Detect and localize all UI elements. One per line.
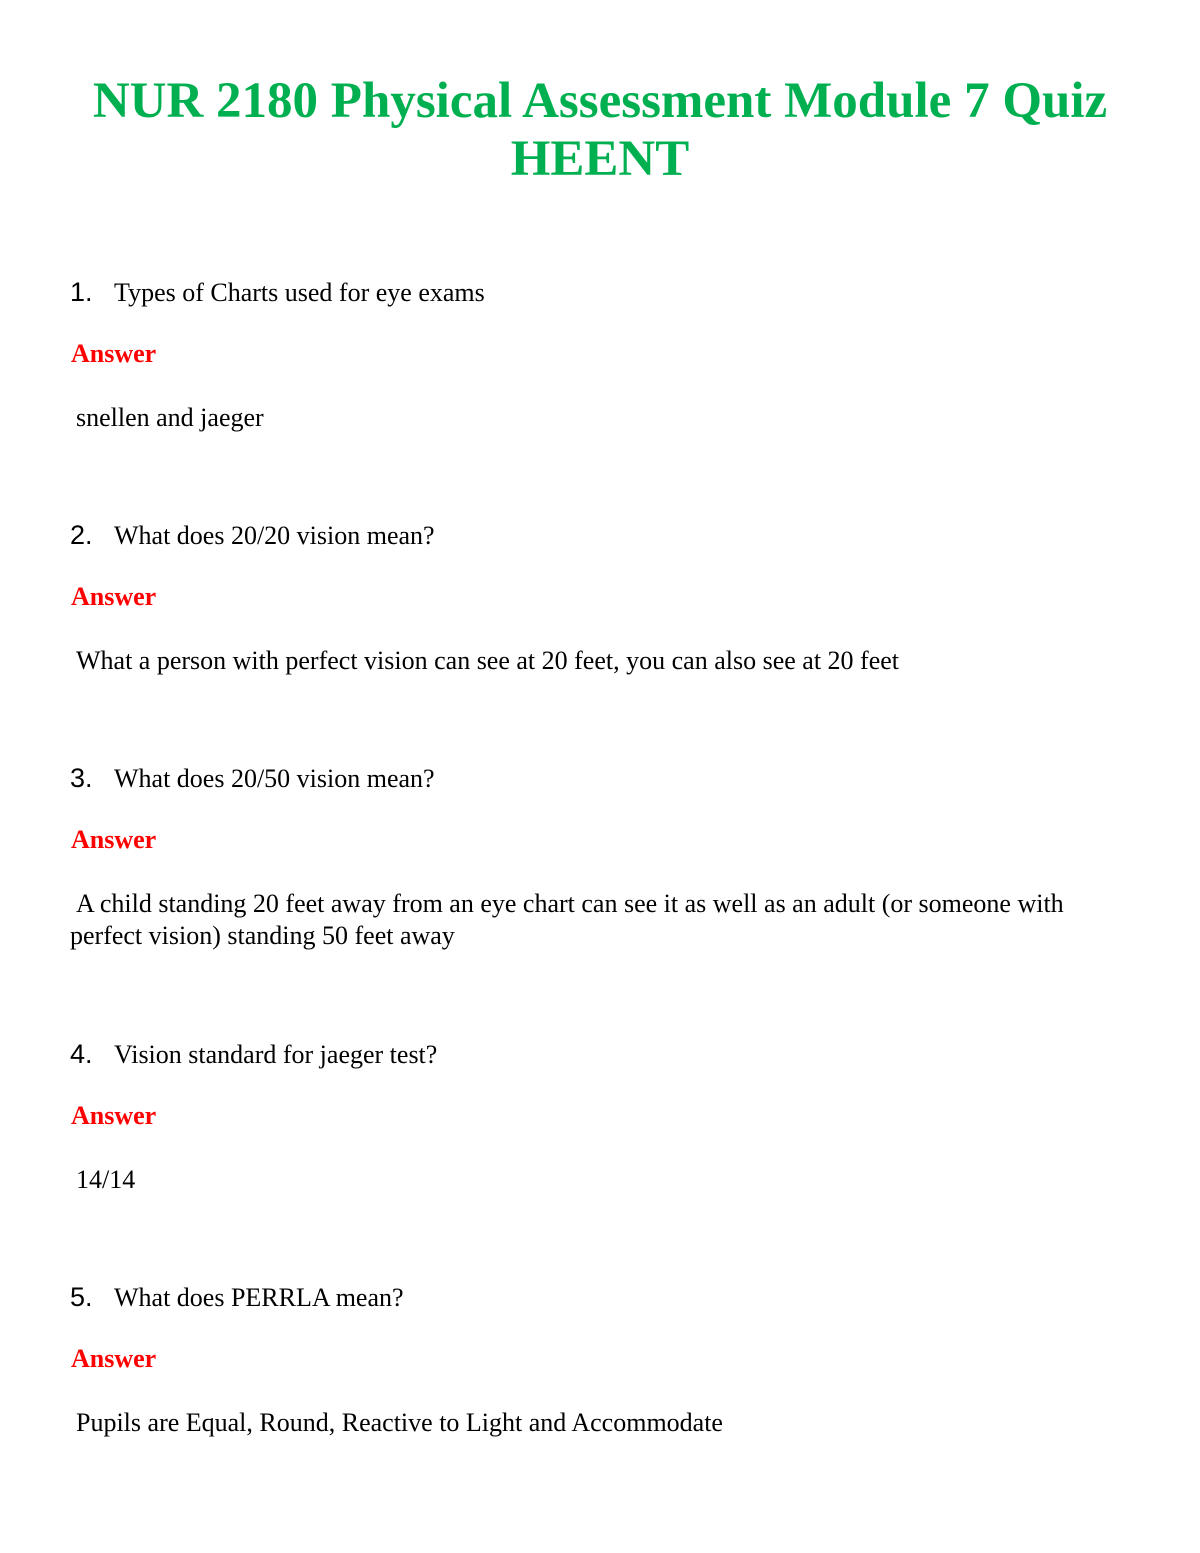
- answer-text: 14/14: [76, 1165, 136, 1194]
- answer-label: Answer: [71, 1344, 157, 1373]
- question-number: 1.: [70, 277, 93, 307]
- page-title-line-2: HEENT: [510, 131, 690, 187]
- question-3: [70, 762, 435, 795]
- page-title: [40, 72, 1160, 188]
- answer-text: What a person with perfect vision can see at 20 feet, you can also see at 20 feet: [76, 646, 899, 675]
- question-text: What does 20/20 vision mean?: [114, 521, 435, 550]
- question-number: 3.: [70, 763, 93, 793]
- question-4: [70, 1038, 437, 1071]
- answer-label: Answer: [71, 1101, 157, 1130]
- answer-text: Pupils are Equal, Round, Reactive to Light and Accommodate: [76, 1408, 723, 1437]
- question-number: 5.: [70, 1282, 93, 1312]
- question-text: Types of Charts used for eye exams: [114, 278, 485, 307]
- question-number: 4.: [70, 1039, 93, 1069]
- question-text: What does 20/50 vision mean?: [114, 764, 435, 793]
- answer-text: snellen and jaeger: [76, 403, 264, 432]
- question-5: [70, 1281, 404, 1314]
- answer-label: Answer: [71, 339, 157, 368]
- question-text: Vision standard for jaeger test?: [114, 1040, 438, 1069]
- answer-label: Answer: [71, 825, 157, 854]
- answer-label: Answer: [71, 582, 157, 611]
- page-title-line-1: NUR 2180 Physical Assessment Module 7 Quiz: [92, 73, 1108, 129]
- question-number: 2.: [70, 520, 93, 550]
- question-2: [70, 519, 435, 552]
- answer-text: A child standing 20 feet away from an eye chart can see it as well as an adult (or someone with perfect vision) standing 50 feet away: [70, 889, 1064, 950]
- question-1: [70, 276, 485, 309]
- question-text: What does PERRLA mean?: [114, 1283, 404, 1312]
